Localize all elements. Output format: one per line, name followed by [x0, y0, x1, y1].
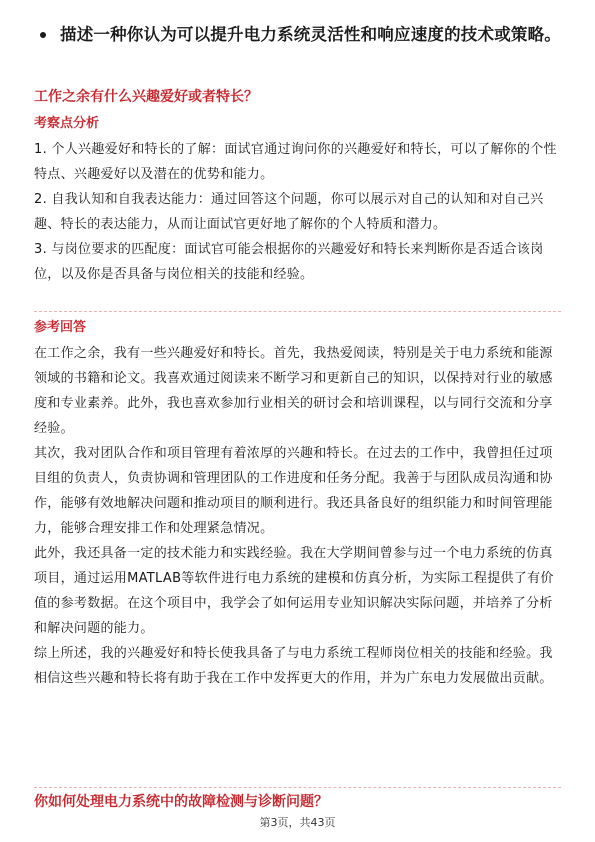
analysis-point: 1. 个人兴趣爱好和特长的了解：面试官通过询问你的兴趣爱好和特长，可以了解你的个性特点、兴趣爱好以及潜在的优势和能力。: [34, 142, 557, 182]
bullet-dot-icon: [40, 32, 46, 38]
question-heading: 工作之余有什么兴趣爱好或者特长？: [34, 89, 258, 105]
answer-body: [34, 341, 564, 691]
analysis-heading: 考察点分析: [34, 116, 100, 131]
answer-paragraph: 其次，我对团队合作和项目管理有着浓厚的兴趣和特长。在过去的工作中，我曾担任过项目组的负责人，负责协调和管理团队的工作进度和任务分配。我善于与团队成员沟通和协作，能够有效地解决问题和推动项目的顺利进行。我还具备良好的组织能力和时间管理能力，能够合理安排工作和处理紧急情况。: [34, 446, 553, 536]
bullet-item: [34, 22, 562, 48]
answer-paragraph: 此外，我还具备一定的技术能力和实践经验。我在大学期间曾参与过一个电力系统的仿真项目，通过运用MATLAB等软件进行电力系统的建模和仿真分析，为实际工程提供了有价值的参考数据。在这个项目中，我学会了如何运用专业知识解决实际问题，并培养了分析和解决问题的能力。: [34, 546, 554, 636]
bullet-text: 描述一种你认为可以提升电力系统灵活性和响应速度的技术或策略。: [60, 25, 561, 44]
analysis-point: 2. 自我认知和自我表达能力：通过回答这个问题，你可以展示对自己的认知和对自己兴趣、特长的表达能力，从而让面试官更好地了解你的个人特质和潜力。: [34, 192, 544, 232]
section-divider: [34, 787, 561, 788]
page-number: 第3页，共43页: [259, 816, 336, 829]
analysis-point: 3. 与岗位要求的匹配度：面试官可能会根据你的兴趣爱好和特长来判断你是否适合该岗位，以及你是否具备与岗位相关的技能和经验。: [34, 242, 544, 282]
answer-heading: 参考回答: [34, 320, 87, 335]
next-question-heading: 你如何处理电力系统中的故障检测与诊断问题？: [34, 794, 328, 810]
section-divider: [34, 311, 561, 312]
answer-paragraph: 综上所述，我的兴趣爱好和特长使我具备了与电力系统工程师岗位相关的技能和经验。我相信这些兴趣和特长将有助于我在工作中发挥更大的作用，并为广东电力发展做出贡献。: [34, 646, 553, 686]
analysis-points: [34, 137, 564, 287]
answer-paragraph: 在工作之余，我有一些兴趣爱好和特长。首先，我热爱阅读，特别是关于电力系统和能源领域的书籍和论文。我喜欢通过阅读来不断学习和更新自己的知识，以保持对行业的敏感度和专业素养。此外，我也喜欢参加行业相关的研讨会和培训课程，以与同行交流和分享经验。: [34, 346, 553, 436]
